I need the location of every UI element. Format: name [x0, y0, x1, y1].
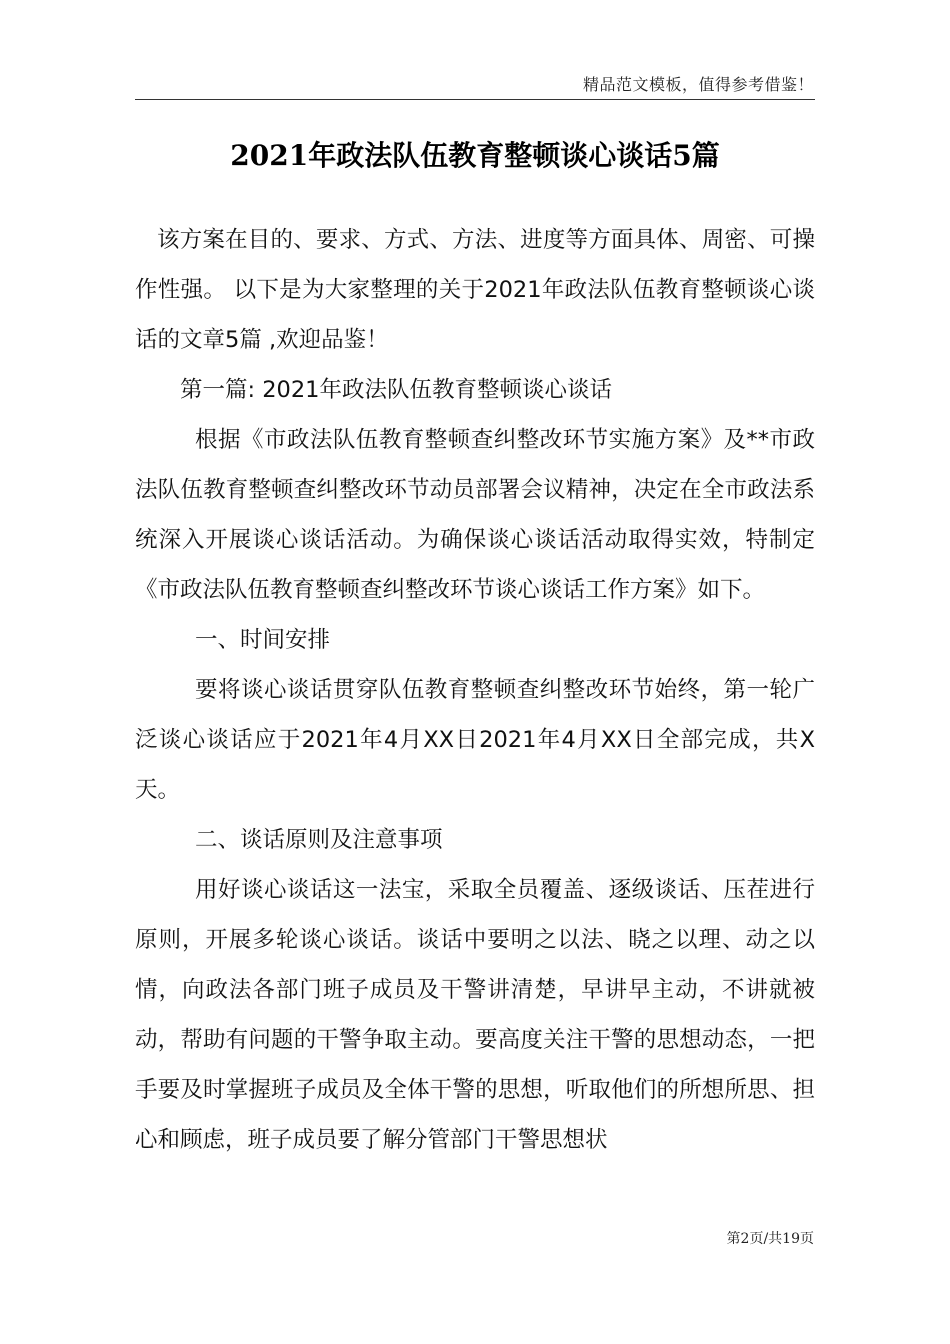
section-heading-schedule: 一、时间安排: [195, 627, 331, 653]
body-paragraph: 用好谈心谈话这一法宝，采取全员覆盖、逐级谈话、压茬进行原则，开展多轮谈心谈话。谈话中要明之以法、晓之以理、动之以情，向政法各部门班子成员及干警讲清楚，早讲早主动，不讲就被动，帮助有问题的干警争取主动。要高度关注干警的思想动态，一把手要及时掌握班子成员及全体干警的思想，听取他们的所想所思、担心和顾虑，班子成员要了解分管部门干警思想状: [135, 877, 815, 1153]
document-title: 2021年政法队伍教育整顿谈心谈话5篇: [230, 139, 720, 172]
body-paragraph: 要将谈心谈话贯穿队伍教育整顿查纠整改环节始终，第一轮广泛谈心谈话应于2021年4月XX日2021年4月XX日全部完成，共X天。: [135, 677, 815, 803]
body-paragraph: 根据《市政法队伍教育整顿查纠整改环节实施方案》及**市政法队伍教育整顿查纠整改环节动员部署会议精神，决定在全市政法系统深入开展谈心谈话活动。为确保谈心谈话活动取得实效，特制定《市政法队伍教育整顿查纠整改环节谈心谈话工作方案》如下。: [135, 427, 815, 603]
document-body: [135, 215, 815, 1165]
intro-paragraph: 该方案在目的、要求、方式、方法、进度等方面具体、周密、可操作性强。 以下是为大家整理的关于2021年政法队伍教育整顿谈心谈话的文章5篇 ,欢迎品鉴！: [135, 227, 815, 353]
section-heading-principles: 二、谈话原则及注意事项: [195, 827, 443, 853]
header-divider: [135, 99, 815, 100]
page-number: 第2页/共19页: [726, 1231, 814, 1247]
page-header-text: 精品范文模板，值得参考借鉴！: [582, 75, 814, 94]
section-heading-part-one: 第一篇: 2021年政法队伍教育整顿谈心谈话: [180, 377, 612, 403]
